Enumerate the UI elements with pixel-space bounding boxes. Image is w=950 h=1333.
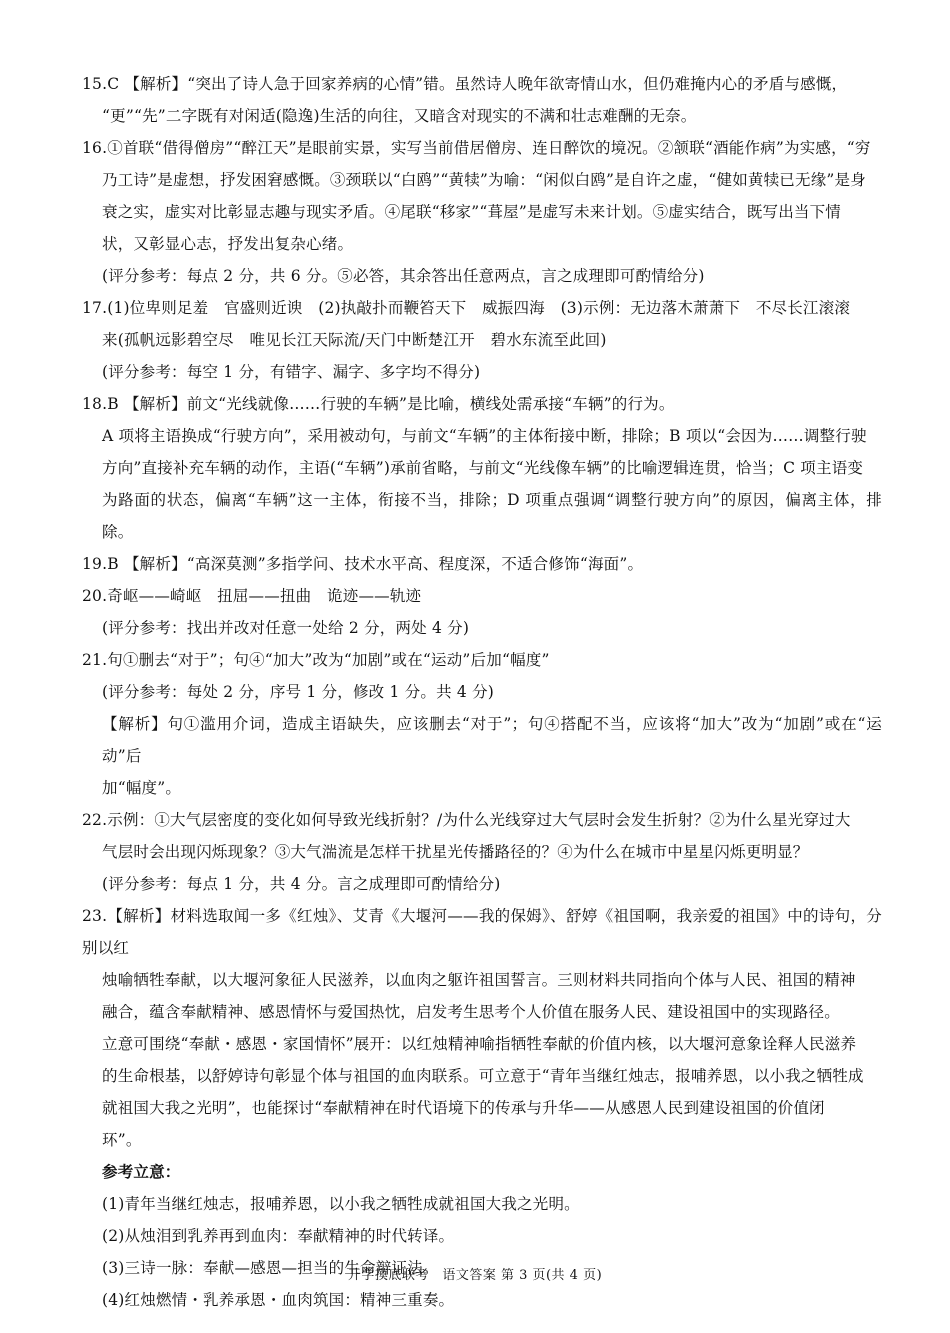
text-line: 21.句①删去“对于”；句④“加大”改为“加剧”或在“运动”后加“幅度” <box>82 651 550 669</box>
scoring-note-q20 <box>82 612 882 644</box>
text-line: (评分参考：每点 2 分，共 6 分。⑤必答，其余答出任意两点，言之成理即可酌情给分) <box>102 267 705 285</box>
text-line: 方向”直接补充车辆的动作，主语(“车辆”)承前省略，与前文“光线像车辆”的比喻逻辑连贯，恰当；C 项主语变 <box>102 459 864 477</box>
text-line: 衰之实，虚实对比彰显志趣与现实矛盾。④尾联“移家”“葺屋”是虚写未来计划。⑤虚实结合，既写出当下情 <box>102 203 841 221</box>
text-line: (评分参考：每点 1 分，共 4 分。言之成理即可酌情给分) <box>102 875 501 893</box>
reference-heading: 参考立意： <box>102 1162 181 1181</box>
text-line: 融合，蕴含奉献精神、感恩情怀与爱国热忱，启发考生思考个人价值在服务人民、建设祖国中的实现路径。 <box>102 1003 840 1021</box>
text-line: 的生命根基，以舒婷诗句彰显个体与祖国的血肉联系。可立意于“青年当继红烛志，报哺养恩，以小我之牺牲成 <box>102 1067 864 1085</box>
text-line: “更”“先”二字既有对闲适(隐逸)生活的向往，又暗含对现实的不满和壮志难酬的无奈。 <box>102 107 697 125</box>
analysis-q18 <box>82 420 882 548</box>
text-line: 17.(1)位卑则足羞 官盛则近谀 (2)执敲扑而鞭笞天下 威振四海 (3)示例：无边落木萧萧下 不尽长江滚滚 <box>82 299 851 317</box>
answer-q18 <box>82 388 882 420</box>
reference-item: (2)从烛泪到乳养再到血肉：奉献精神的时代转译。 <box>102 1227 455 1245</box>
page-footer: 开学摸底联考 语文答案 第 3 页(共 4 页) <box>347 1268 603 1283</box>
text-line: 20.奇岖——崎岖 扭屈——扭曲 诡迹——轨迹 <box>82 587 422 605</box>
text-line: 环”。 <box>102 1131 142 1149</box>
answer-q19 <box>82 548 882 580</box>
text-line: 烛喻牺牲奉献，以大堰河象征人民滋养，以血肉之躯许祖国誓言。三则材料共同指向个体与人民、祖国的精神 <box>102 971 856 989</box>
text-line: 【解析】句①滥用介词，造成主语缺失，应该删去“对于”；句④搭配不当，应该将“加大”改为“加剧”或在“运动”后 <box>102 715 882 765</box>
scoring-note-q21 <box>82 676 882 708</box>
text-line: 23.【解析】材料选取闻一多《红烛》、艾青《大堰河——我的保姆》、舒婷《祖国啊，我亲爱的祖国》中的诗句，分别以红 <box>82 907 882 957</box>
reference-item: (3)三诗一脉：奉献—感恩—担当的生命辩证法。 <box>102 1259 439 1277</box>
scoring-note-q22 <box>82 868 882 900</box>
text-line: 乃工诗”是虚想，抒发困窘感慨。③颈联以“白鸥”“黄犊”为喻：“闲似白鸥”是自许之虚，“健如黄犊已无缘”是身 <box>102 171 866 189</box>
text-line: 22.示例：①大气层密度的变化如何导致光线折射？/为什么光线穿过大气层时会发生折射？②为什么星光穿过大 <box>82 811 851 829</box>
answer-q23 <box>82 900 882 1028</box>
text-line: 16.①首联“借得僧房”“醉江天”是眼前实景，实写当前借居僧房、连日醉饮的境况。②颔联“酒能作病”为实感，“穷 <box>82 139 871 157</box>
answer-q21 <box>82 644 882 676</box>
text-line: 19.B 【解析】“高深莫测”多指学问、技术水平高、程度深，不适合修饰“海面”。 <box>82 555 644 573</box>
analysis-q23 <box>82 1028 882 1156</box>
text-line: 状，又彰显心志，抒发出复杂心绪。 <box>102 235 354 253</box>
text-line: (评分参考：每空 1 分，有错字、漏字、多字均不得分) <box>102 363 481 381</box>
answer-q17 <box>82 292 882 356</box>
answer-page <box>82 68 882 1316</box>
reference-themes <box>82 1156 882 1316</box>
analysis-q21 <box>82 708 882 804</box>
answer-q16 <box>82 132 882 260</box>
text-line: 就祖国大我之光明”，也能探讨“奉献精神在时代语境下的传承与升华——从感恩人民到建设祖国的价值闭 <box>102 1099 825 1117</box>
answer-q22 <box>82 804 882 868</box>
answer-q20 <box>82 580 882 612</box>
scoring-note-q17 <box>82 356 882 388</box>
text-line: 气层时会出现闪烁现象？③大气湍流是怎样干扰星光传播路径的？④为什么在城市中星星闪烁更明显？ <box>102 843 809 861</box>
text-line: 加“幅度”。 <box>102 779 182 797</box>
text-line: 18.B 【解析】前文“光线就像……行驶的车辆”是比喻，横线处需承接“车辆”的行为。 <box>82 395 675 413</box>
text-line: (评分参考：找出并改对任意一处给 2 分，两处 4 分) <box>102 619 470 637</box>
text-line: 15.C 【解析】“突出了诗人急于回家养病的心情”错。虽然诗人晚年欲寄情山水，但仍难掩内心的矛盾与感慨， <box>82 75 848 93</box>
answer-q15 <box>82 68 882 132</box>
text-line: A 项将主语换成“行驶方向”，采用被动句，与前文“车辆”的主体衔接中断，排除；B 项以“会因为……调整行驶 <box>102 427 867 445</box>
text-line: 来(孤帆远影碧空尽 唯见长江天际流/天门中断楚江开 碧水东流至此回) <box>102 331 607 349</box>
reference-item: (4)红烛燃情・乳养承恩・血肉筑国：精神三重奏。 <box>102 1291 455 1309</box>
text-line: (评分参考：每处 2 分，序号 1 分，修改 1 分。共 4 分) <box>102 683 495 701</box>
scoring-note-q16 <box>82 260 882 292</box>
text-line: 立意可围绕“奉献・感恩・家国情怀”展开：以红烛精神喻指牺牲奉献的价值内核，以大堰河意象诠释人民滋养 <box>102 1035 857 1053</box>
reference-item: (1)青年当继红烛志，报哺养恩，以小我之牺牲成就祖国大我之光明。 <box>102 1195 580 1213</box>
text-line: 为路面的状态，偏离“车辆”这一主体，衔接不当，排除；D 项重点强调“调整行驶方向”的原因，偏离主体，排除。 <box>102 491 882 541</box>
